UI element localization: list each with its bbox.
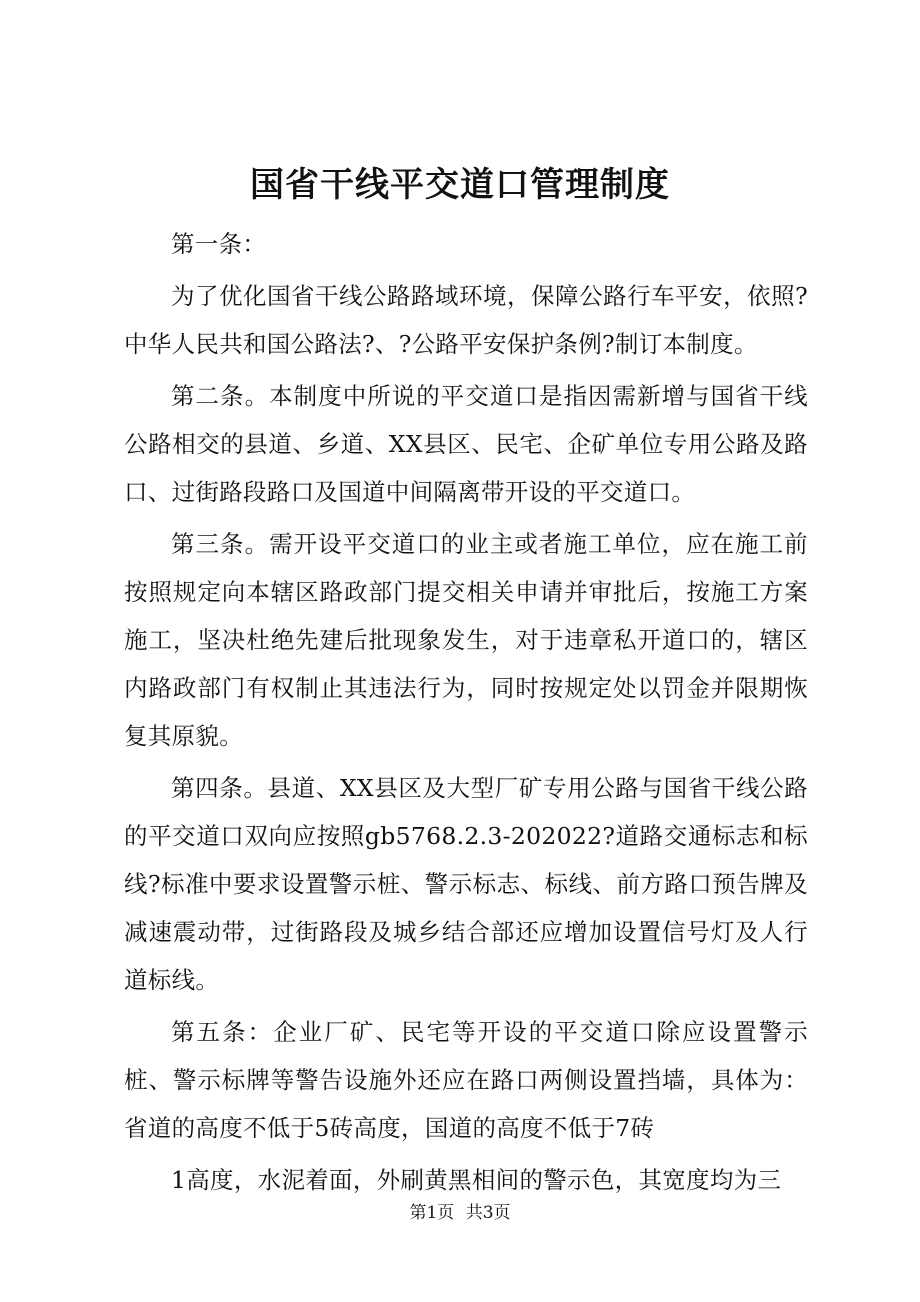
article-2-text: 第二条。本制度中所说的平交道口是指因需新增与国省干线公路相交的县道、乡道、XX县区、民宅、企矿单位专用公路及路口、过街路段路口及国道中间隔离带开设的平交道口。 xyxy=(124,382,808,506)
article-5-text: 第五条：企业厂矿、民宅等开设的平交道口除应设置警示桩、警示标牌等警告设施外还应在路口两侧设置挡墙，具体为：省道的高度不低于5砖高度，国道的高度不低于7砖 xyxy=(124,1018,808,1142)
article-1-text: 为了优化国省干线公路路域环境，保障公路行车平安，依照?中华人民共和国公路法?、?公路平安保护条例?制订本制度。 xyxy=(124,282,808,358)
document-body xyxy=(124,220,808,1204)
article-3-text: 第三条。需开设平交道口的业主或者施工单位，应在施工前按照规定向本辖区路政部门提交相关申请并审批后，按施工方案施工，坚决杜绝先建后批现象发生，对于违章私开道口的，辖区内路政部门有权制止其违法行为，同时按规定处以罚金并限期恢复其原貌。 xyxy=(124,530,808,750)
article-1-heading: 第一条： xyxy=(171,230,267,258)
article-4-text: 第四条。县道、XX县区及大型厂矿专用公路与国省干线公路的平交道口双向应按照gb5768.2.3-202022?道路交通标志和标线?标准中要求设置警示桩、警示标志、标线、前方路口预告牌及减速震动带，过街路段及城乡结合部还应增加设置信号灯及人行道标线。 xyxy=(124,774,808,994)
page-footer xyxy=(0,1200,920,1226)
page-total: 共3页 xyxy=(465,1203,511,1223)
page-number: 第1页 xyxy=(409,1203,455,1223)
article-5-continued: 1高度，水泥着面，外刷黄黑相间的警示色，其宽度均为三 xyxy=(171,1166,782,1194)
document-title: 国省干线平交道口管理制度 xyxy=(250,165,670,205)
